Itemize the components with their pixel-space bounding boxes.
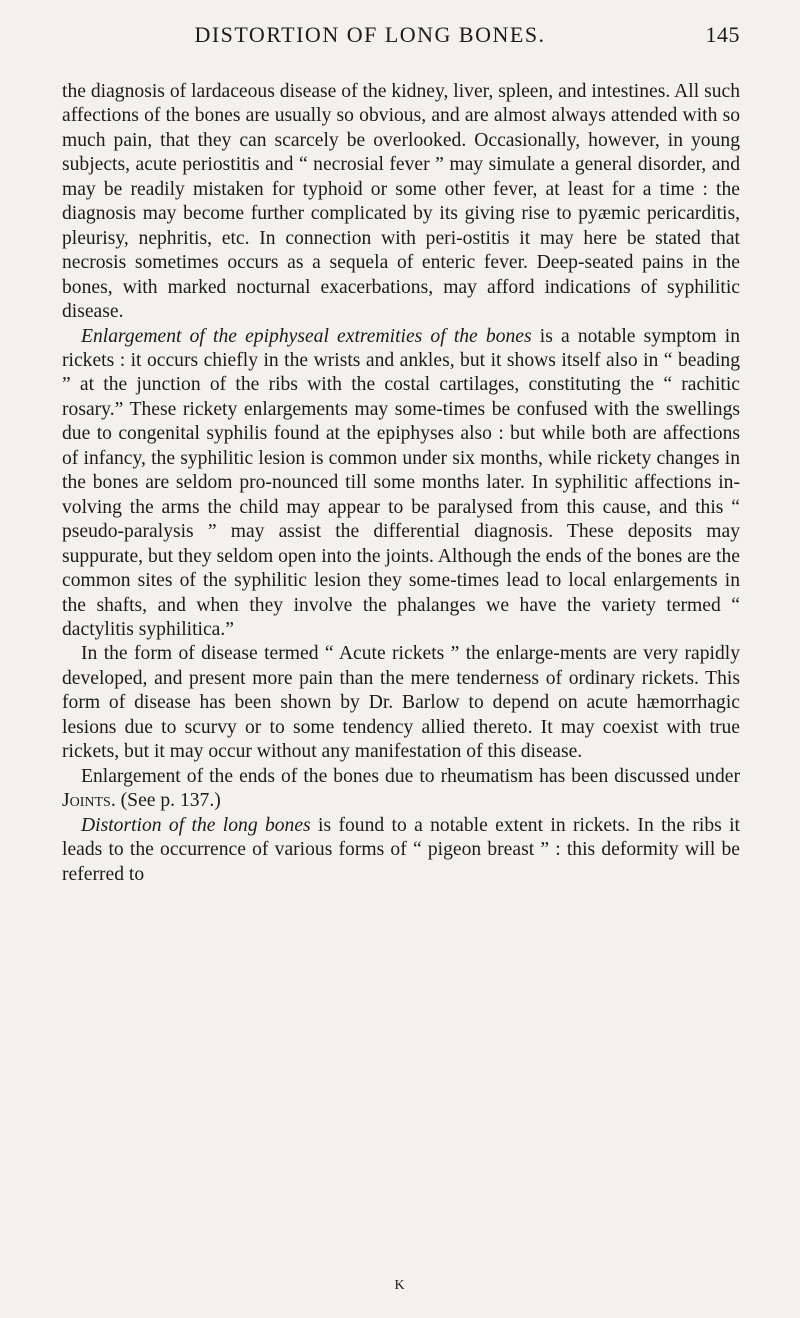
paragraph-2-italic-heading: Enlargement of the epiphyseal extremities of the bones (81, 325, 532, 347)
paragraph-5-text: is found to a notable extent in rickets. In the ribs it leads to the occurrence of various forms of “ pigeon breast ” : this deformity will be referred to (62, 814, 741, 885)
paragraph-2 (62, 325, 740, 643)
signature-mark: K (394, 1278, 406, 1293)
running-head (0, 22, 740, 54)
paragraph-4 (62, 765, 740, 814)
paragraph-3-text: In the form of disease termed “ Acute rickets ” the enlarge-ments are very rapidly developed, and present more pain than the mere tenderness of ordinary rickets. This form of disease has been shown by Dr. Barlow to depend on acute hæmorrhagic lesions due to scurvy or to some tendency allied thereto. It may coexist with true rickets, but it may occur without any manifestation of this disease. (62, 643, 740, 763)
paragraph-5 (62, 814, 740, 887)
page-number: 145 (705, 22, 740, 47)
paragraph-5-italic-heading: Distortion of the long bones (81, 814, 311, 836)
paragraph-4-text-after: . (See p. 137.) (110, 790, 221, 812)
body-text (62, 80, 740, 887)
running-title: DISTORTION OF LONG BONES. (194, 22, 546, 47)
paragraph-4-cross-reference: Joints (62, 790, 111, 812)
paragraph-4-text-before: Enlargement of the ends of the bones due to rheumatism has been discussed under (81, 765, 740, 787)
paragraph-2-text: is a notable symptom in rickets : it occurs chiefly in the wrists and ankles, but it shows itself also in “ beading ” at the junction of the ribs with the costal cartilages, constituting the “ rachitic rosary.” These rickety enlargements may some-times be confused with the swellings due to congenital syphilis found at the epiphyses also : but while both are affections of infancy, the syphilitic lesion is common under six months, while rickety changes in the bones are seldom pro-nounced till some months later. In syphilitic affections in-volving the arms the child may appear to be paralysed from this cause, and this “ pseudo-paralysis ” may assist the differential diagnosis. These deposits may suppurate, but they seldom open into the joints. Although the ends of the bones are the common sites of the syphilitic lesion they some-times lead to local enlargements in the shafts, and when they involve the phalanges we have the variety termed “ dactylitis syphilitica.” (62, 325, 740, 640)
paragraph-1-text: the diagnosis of lardaceous disease of the kidney, liver, spleen, and intestines. All such affections of the bones are usually so obvious, and are almost always attended with so much pain, that they can scarcely be overlooked. Occasionally, however, in young subjects, acute periostitis and “ necrosial fever ” may simulate a general disorder, and may be readily mistaken for typhoid or some other fever, at least for a time : the diagnosis may become further complicated by its giving rise to pyæmic pericarditis, pleurisy, nephritis, etc. In connection with peri-ostitis it may here be stated that necrosis sometimes occurs as a sequela of enteric fever. Deep-seated pains in the bones, with marked nocturnal exacerbations, may afford indications of syphilitic disease. (62, 81, 740, 323)
paragraph-1 (62, 80, 740, 325)
paragraph-3 (62, 642, 740, 764)
